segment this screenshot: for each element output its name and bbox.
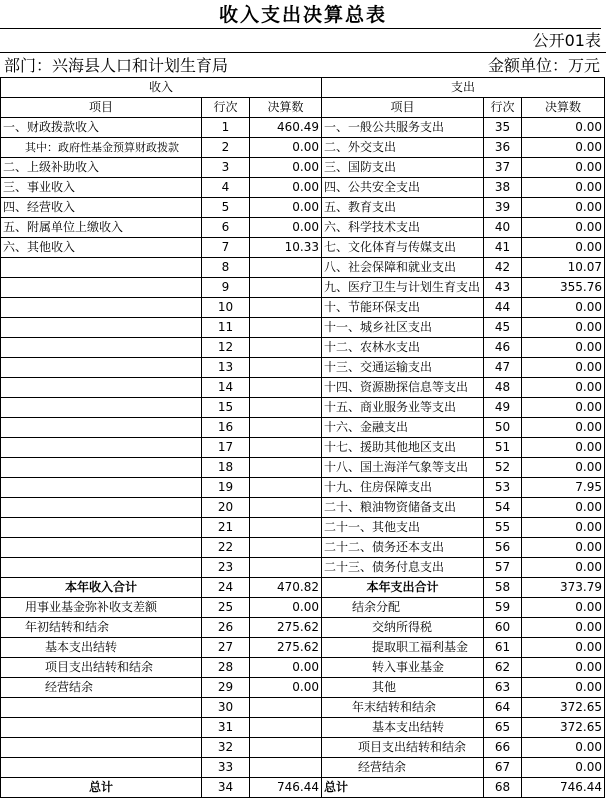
expense-rowno-cell: 35 [484, 118, 522, 138]
income-rowno-cell: 4 [202, 178, 250, 198]
income-amount-cell [250, 498, 322, 518]
income-rowno-cell: 19 [202, 478, 250, 498]
income-amount-cell: 10.33 [250, 238, 322, 258]
expense-amount-cell: 0.00 [522, 598, 605, 618]
expense-rowno-cell: 59 [484, 598, 522, 618]
income-rowno-cell: 3 [202, 158, 250, 178]
table-row [1, 598, 605, 618]
table-row [1, 578, 605, 598]
income-item-cell [1, 258, 202, 278]
table-row [1, 398, 605, 418]
income-rowno-cell: 22 [202, 538, 250, 558]
expense-item-cell: 十一、城乡社区支出 [322, 318, 484, 338]
income-section-header: 收入 [1, 78, 322, 98]
income-rowno-cell: 20 [202, 498, 250, 518]
expense-amount-cell: 0.00 [522, 758, 605, 778]
income-rowno-cell: 2 [202, 138, 250, 158]
income-rowno-cell: 11 [202, 318, 250, 338]
income-amount-cell [250, 518, 322, 538]
table-row [1, 238, 605, 258]
income-rowno-cell: 7 [202, 238, 250, 258]
income-item-cell [1, 378, 202, 398]
expense-item-cell: 交纳所得税 [322, 618, 484, 638]
expense-amount-cell: 0.00 [522, 678, 605, 698]
income-rowno-cell: 16 [202, 418, 250, 438]
expense-rowno-cell: 53 [484, 478, 522, 498]
income-amount-cell: 0.00 [250, 138, 322, 158]
income-amount-header: 决算数 [250, 98, 322, 118]
table-row [1, 658, 605, 678]
expense-amount-cell: 355.76 [522, 278, 605, 298]
income-amount-cell [250, 758, 322, 778]
expense-item-cell: 六、科学技术支出 [322, 218, 484, 238]
expense-amount-cell: 0.00 [522, 418, 605, 438]
expense-amount-cell: 372.65 [522, 698, 605, 718]
expense-amount-cell: 0.00 [522, 158, 605, 178]
table-row [1, 318, 605, 338]
income-amount-cell [250, 298, 322, 318]
income-item-cell [1, 358, 202, 378]
income-amount-cell: 275.62 [250, 638, 322, 658]
expense-item-cell: 七、文化体育与传媒支出 [322, 238, 484, 258]
expense-amount-cell: 0.00 [522, 658, 605, 678]
income-item-cell [1, 478, 202, 498]
income-item-cell: 六、其他收入 [1, 238, 202, 258]
income-item-cell: 总计 [1, 778, 202, 798]
table-row [1, 358, 605, 378]
expense-rowno-cell: 60 [484, 618, 522, 638]
expense-rowno-cell: 48 [484, 378, 522, 398]
table-row [1, 278, 605, 298]
table-row [1, 538, 605, 558]
expense-amount-cell: 0.00 [522, 558, 605, 578]
expense-item-cell: 四、公共安全支出 [322, 178, 484, 198]
income-item-cell: 基本支出结转 [1, 638, 202, 658]
income-amount-cell [250, 738, 322, 758]
expense-item-cell: 年末结转和结余 [322, 698, 484, 718]
income-amount-cell [250, 358, 322, 378]
table-row [1, 158, 605, 178]
expense-rowno-cell: 41 [484, 238, 522, 258]
income-amount-cell [250, 278, 322, 298]
expense-amount-cell: 0.00 [522, 218, 605, 238]
income-item-cell [1, 558, 202, 578]
income-rowno-cell: 12 [202, 338, 250, 358]
expense-amount-cell: 0.00 [522, 638, 605, 658]
income-rowno-cell: 29 [202, 678, 250, 698]
column-header-row [1, 98, 605, 118]
income-item-cell [1, 758, 202, 778]
expense-item-cell: 十二、农林水支出 [322, 338, 484, 358]
expense-rowno-cell: 66 [484, 738, 522, 758]
table-row [1, 218, 605, 238]
unit-label: 金额单位：万元 [487, 56, 600, 75]
expense-rowno-cell: 50 [484, 418, 522, 438]
income-amount-cell: 275.62 [250, 618, 322, 638]
expense-amount-cell: 0.00 [522, 498, 605, 518]
income-amount-cell [250, 258, 322, 278]
income-item-cell: 四、经营收入 [1, 198, 202, 218]
table-row [1, 118, 605, 138]
table-body [1, 118, 605, 798]
table-row [1, 198, 605, 218]
expense-item-cell: 基本支出结转 [322, 718, 484, 738]
expense-amount-cell: 0.00 [522, 438, 605, 458]
income-item-cell [1, 418, 202, 438]
table-row [1, 638, 605, 658]
expense-amount-cell: 0.00 [522, 398, 605, 418]
income-item-cell: 用事业基金弥补收支差额 [1, 598, 202, 618]
expense-rowno-cell: 54 [484, 498, 522, 518]
income-rowno-cell: 1 [202, 118, 250, 138]
expense-rowno-cell: 49 [484, 398, 522, 418]
income-rowno-cell: 27 [202, 638, 250, 658]
expense-item-cell: 九、医疗卫生与计划生育支出 [322, 278, 484, 298]
income-rowno-cell: 24 [202, 578, 250, 598]
income-rowno-cell: 14 [202, 378, 250, 398]
table-row [1, 418, 605, 438]
income-rowno-cell: 30 [202, 698, 250, 718]
table-row [1, 718, 605, 738]
income-rowno-cell: 13 [202, 358, 250, 378]
income-amount-cell: 0.00 [250, 678, 322, 698]
income-rowno-cell: 8 [202, 258, 250, 278]
expense-item-cell: 十三、交通运输支出 [322, 358, 484, 378]
expense-item-cell: 一、一般公共服务支出 [322, 118, 484, 138]
table-row [1, 178, 605, 198]
income-amount-cell: 0.00 [250, 178, 322, 198]
expense-section-header: 支出 [322, 78, 605, 98]
expense-amount-cell: 0.00 [522, 178, 605, 198]
expense-rowno-cell: 52 [484, 458, 522, 478]
income-rowno-cell: 21 [202, 518, 250, 538]
table-row [1, 698, 605, 718]
expense-item-cell: 十五、商业服务业等支出 [322, 398, 484, 418]
income-item-cell: 项目支出结转和结余 [1, 658, 202, 678]
income-amount-cell [250, 718, 322, 738]
income-item-cell [1, 338, 202, 358]
expense-rowno-cell: 37 [484, 158, 522, 178]
expense-amount-cell: 0.00 [522, 518, 605, 538]
expense-amount-cell: 0.00 [522, 538, 605, 558]
income-rowno-cell: 33 [202, 758, 250, 778]
expense-amount-cell: 0.00 [522, 298, 605, 318]
table-row [1, 378, 605, 398]
income-rowno-cell: 23 [202, 558, 250, 578]
expense-amount-cell: 0.00 [522, 358, 605, 378]
income-amount-cell: 0.00 [250, 198, 322, 218]
section-header-row [1, 78, 605, 98]
expense-rowno-cell: 39 [484, 198, 522, 218]
expense-item-cell: 本年支出合计 [322, 578, 484, 598]
expense-rowno-header: 行次 [484, 98, 522, 118]
expense-amount-cell: 0.00 [522, 198, 605, 218]
income-item-cell [1, 458, 202, 478]
expense-item-cell: 十七、援助其他地区支出 [322, 438, 484, 458]
income-amount-cell: 0.00 [250, 218, 322, 238]
income-item-cell: 五、附属单位上缴收入 [1, 218, 202, 238]
expense-item-cell: 五、教育支出 [322, 198, 484, 218]
income-amount-cell: 746.44 [250, 778, 322, 798]
income-item-cell [1, 518, 202, 538]
income-item-cell [1, 718, 202, 738]
expense-item-cell: 三、国防支出 [322, 158, 484, 178]
table-row [1, 738, 605, 758]
table-row [1, 458, 605, 478]
department-row [0, 52, 606, 78]
expense-rowno-cell: 62 [484, 658, 522, 678]
income-item-cell [1, 438, 202, 458]
expense-item-cell: 二十三、债务付息支出 [322, 558, 484, 578]
income-amount-cell: 0.00 [250, 598, 322, 618]
income-rowno-cell: 31 [202, 718, 250, 738]
expense-item-cell: 八、社会保障和就业支出 [322, 258, 484, 278]
expense-amount-cell: 746.44 [522, 778, 605, 798]
summary-table [0, 77, 605, 798]
expense-item-cell: 提取职工福利基金 [322, 638, 484, 658]
expense-rowno-cell: 46 [484, 338, 522, 358]
table-row [1, 478, 605, 498]
expense-amount-cell: 372.65 [522, 718, 605, 738]
income-rowno-cell: 18 [202, 458, 250, 478]
expense-item-cell: 二十一、其他支出 [322, 518, 484, 538]
income-item-cell [1, 498, 202, 518]
income-rowno-cell: 6 [202, 218, 250, 238]
department-label: 部门：兴海县人口和计划生育局 [4, 56, 229, 75]
income-rowno-cell: 26 [202, 618, 250, 638]
form-number: 公开01表 [0, 28, 601, 53]
income-amount-cell: 460.49 [250, 118, 322, 138]
expense-item-cell: 二十二、债务还本支出 [322, 538, 484, 558]
expense-item-cell: 项目支出结转和结余 [322, 738, 484, 758]
expense-rowno-cell: 38 [484, 178, 522, 198]
expense-amount-cell: 10.07 [522, 258, 605, 278]
table-row [1, 558, 605, 578]
table-row [1, 518, 605, 538]
expense-rowno-cell: 47 [484, 358, 522, 378]
table-row [1, 678, 605, 698]
expense-rowno-cell: 64 [484, 698, 522, 718]
expense-item-cell: 十六、金融支出 [322, 418, 484, 438]
income-item-cell: 本年收入合计 [1, 578, 202, 598]
income-amount-cell [250, 458, 322, 478]
table-row [1, 138, 605, 158]
expense-rowno-cell: 40 [484, 218, 522, 238]
income-item-cell [1, 698, 202, 718]
income-amount-cell [250, 418, 322, 438]
expense-item-cell: 总计 [322, 778, 484, 798]
income-amount-cell: 0.00 [250, 158, 322, 178]
expense-item-cell: 十四、资源勘探信息等支出 [322, 378, 484, 398]
expense-rowno-cell: 42 [484, 258, 522, 278]
expense-amount-cell: 0.00 [522, 238, 605, 258]
expense-item-cell: 十九、住房保障支出 [322, 478, 484, 498]
expense-rowno-cell: 51 [484, 438, 522, 458]
income-amount-cell [250, 698, 322, 718]
income-amount-cell [250, 478, 322, 498]
expense-rowno-cell: 68 [484, 778, 522, 798]
income-rowno-header: 行次 [202, 98, 250, 118]
income-item-cell [1, 278, 202, 298]
expense-rowno-cell: 56 [484, 538, 522, 558]
income-rowno-cell: 15 [202, 398, 250, 418]
income-rowno-cell: 9 [202, 278, 250, 298]
expense-item-cell: 结余分配 [322, 598, 484, 618]
income-item-cell: 其中：政府性基金预算财政拨款 [1, 138, 202, 158]
income-rowno-cell: 10 [202, 298, 250, 318]
income-item-cell [1, 318, 202, 338]
expense-rowno-cell: 57 [484, 558, 522, 578]
income-amount-cell [250, 438, 322, 458]
table-row [1, 498, 605, 518]
income-amount-cell: 470.82 [250, 578, 322, 598]
expense-item-header: 项目 [322, 98, 484, 118]
income-item-cell: 二、上级补助收入 [1, 158, 202, 178]
expense-rowno-cell: 43 [484, 278, 522, 298]
income-item-cell [1, 298, 202, 318]
expense-amount-cell: 0.00 [522, 338, 605, 358]
expense-amount-cell: 7.95 [522, 478, 605, 498]
expense-rowno-cell: 58 [484, 578, 522, 598]
table-row [1, 778, 605, 798]
expense-amount-cell: 0.00 [522, 738, 605, 758]
expense-amount-cell: 0.00 [522, 458, 605, 478]
income-item-cell: 三、事业收入 [1, 178, 202, 198]
income-amount-cell: 0.00 [250, 658, 322, 678]
income-rowno-cell: 25 [202, 598, 250, 618]
income-amount-cell [250, 398, 322, 418]
table-row [1, 298, 605, 318]
income-item-cell [1, 398, 202, 418]
income-item-header: 项目 [1, 98, 202, 118]
table-row [1, 618, 605, 638]
table-row [1, 438, 605, 458]
income-amount-cell [250, 338, 322, 358]
income-rowno-cell: 5 [202, 198, 250, 218]
income-item-cell [1, 738, 202, 758]
income-amount-cell [250, 558, 322, 578]
expense-amount-cell: 0.00 [522, 378, 605, 398]
table-row [1, 758, 605, 778]
expense-rowno-cell: 45 [484, 318, 522, 338]
income-rowno-cell: 17 [202, 438, 250, 458]
expense-rowno-cell: 67 [484, 758, 522, 778]
expense-amount-cell: 0.00 [522, 138, 605, 158]
expense-item-cell: 十、节能环保支出 [322, 298, 484, 318]
page-title: 收入支出决算总表 [218, 4, 387, 26]
expense-item-cell: 经营结余 [322, 758, 484, 778]
expense-rowno-cell: 44 [484, 298, 522, 318]
expense-amount-cell: 0.00 [522, 318, 605, 338]
income-rowno-cell: 28 [202, 658, 250, 678]
expense-item-cell: 二十、粮油物资储备支出 [322, 498, 484, 518]
income-amount-cell [250, 538, 322, 558]
income-amount-cell [250, 318, 322, 338]
expense-rowno-cell: 63 [484, 678, 522, 698]
expense-item-cell: 其他 [322, 678, 484, 698]
income-item-cell: 一、财政拨款收入 [1, 118, 202, 138]
expense-amount-header: 决算数 [522, 98, 605, 118]
expense-amount-cell: 0.00 [522, 118, 605, 138]
income-item-cell: 经营结余 [1, 678, 202, 698]
income-rowno-cell: 34 [202, 778, 250, 798]
expense-amount-cell: 373.79 [522, 578, 605, 598]
income-rowno-cell: 32 [202, 738, 250, 758]
table-row [1, 338, 605, 358]
expense-rowno-cell: 55 [484, 518, 522, 538]
expense-item-cell: 二、外交支出 [322, 138, 484, 158]
income-amount-cell [250, 378, 322, 398]
expense-amount-cell: 0.00 [522, 618, 605, 638]
expense-item-cell: 转入事业基金 [322, 658, 484, 678]
expense-rowno-cell: 61 [484, 638, 522, 658]
expense-rowno-cell: 65 [484, 718, 522, 738]
expense-rowno-cell: 36 [484, 138, 522, 158]
table-row [1, 258, 605, 278]
income-item-cell: 年初结转和结余 [1, 618, 202, 638]
income-item-cell [1, 538, 202, 558]
expense-item-cell: 十八、国土海洋气象等支出 [322, 458, 484, 478]
